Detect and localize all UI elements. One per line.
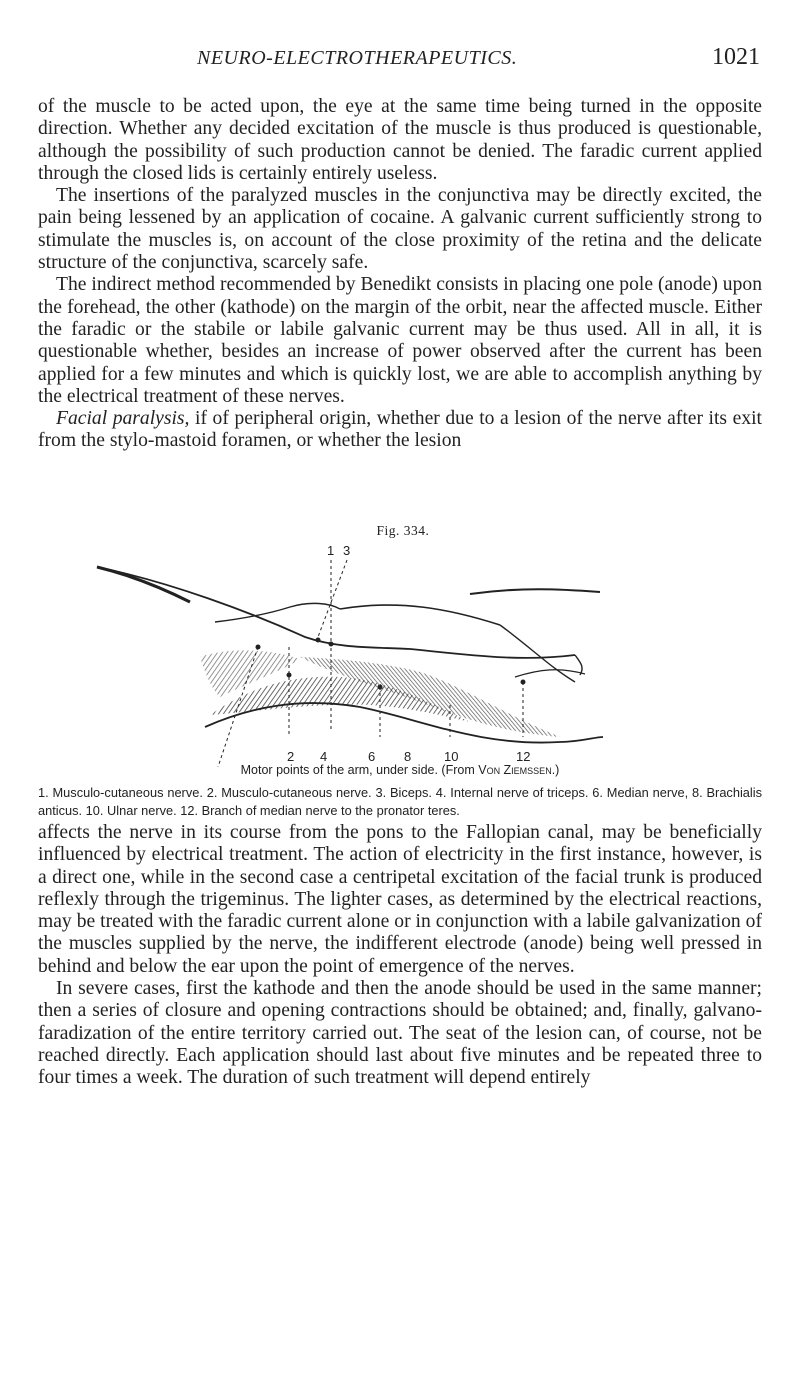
- figure-illustration: [0, 537, 800, 767]
- figure-number-10: 10: [444, 749, 459, 764]
- arm-engraving: [0, 537, 800, 767]
- arm-outline: [97, 567, 603, 743]
- figure-number-6: 6: [368, 749, 376, 764]
- figure-number-3: 3: [343, 543, 351, 558]
- figure-number-8: 8: [404, 749, 412, 764]
- figure-label: Fig. 334.: [376, 523, 430, 538]
- paragraph-text: if of peripheral origin, whether due to a lesion of the nerve after its exit from the stylo-mastoid foramen, or whether the lesion: [38, 408, 763, 452]
- paragraph: of the muscle to be acted upon, the eye at the same time being turned in the opposite direction. Whether any decided excitation of the muscle is thus produced is questionable, although the possibility of such production cannot be denied. The faradic current applied through the closed lids is certainly entirely useless.: [38, 96, 762, 184]
- figure-caption: [0, 763, 800, 777]
- paragraph-facial-paralysis: [38, 408, 762, 453]
- caption-end: ): [555, 763, 560, 777]
- caption-text: Motor points of the arm, under side. (From: [240, 763, 479, 777]
- figure-number-2: 2: [287, 749, 295, 764]
- body-text-top: [38, 96, 762, 453]
- paragraph: affects the nerve in its course from the pons to the Fallopian canal, may be beneficially influenced by electrical treatment. The action of electricity in the first instance, however, is a direct one, while in the second case a centripetal excitation of the facial trunk is produced reflexly through the trigeminus. The lighter cases, as determined by the electrical reactions, may be treated with the faradic current alone or in conjunction with a labile galvanization of the muscles supplied by the nerve, the indifferent electrode (anode) being well pressed in behind and below the ear upon the point of emergence of the nerves.: [38, 822, 762, 977]
- figure-legend: 1. Musculo-cutaneous nerve. 2. Musculo-cutaneous nerve. 3. Biceps. 4. Internal nerve of triceps. 6. Median nerve, 8. Brachialis anticus. 10. Ulnar nerve. 12. Branch of median nerve to the pronator teres.: [38, 785, 762, 818]
- figure-numbers: [287, 543, 530, 764]
- italic-lead: Facial paralysis,: [56, 408, 190, 430]
- running-header: [0, 44, 800, 77]
- figure-number-1: 1: [327, 543, 335, 558]
- caption-source: Von Ziemssen.: [478, 763, 556, 777]
- running-title: NEURO-ELECTROTHERAPEUTICS.: [197, 47, 518, 69]
- paragraph: In severe cases, first the kathode and then the anode should be used in the same manner; then a series of closure and opening contractions should be obtained; and, finally, galvano-faradization of the entire territory carried out. The seat of the lesion can, of course, not be reached directly. Each application should last about five minutes and be repeated three to four times a week. The duration of such treatment will depend entirely: [38, 978, 762, 1089]
- figure-number-12: 12: [516, 749, 531, 764]
- paragraph: The indirect method recommended by Benedikt consists in placing one pole (anode) upon the forehead, the other (kathode) on the margin of the orbit, near the affected muscle. Either the faradic or the stabile or labile galvanic current may be thus used. All in all, it is questionable whether, besides an increase of power observed after the current has been applied for a few minutes and which is quickly lost, we are able to accomplish anything by the electrical treatment of these nerves.: [38, 274, 762, 407]
- paragraph: The insertions of the paralyzed muscles in the conjunctiva may be directly excited, the pain being lessened by an application of cocaine. A galvanic current sufficiently strong to stimulate the muscles is, on account of the close proximity of the retina and the delicate structure of the conjunctiva, scarcely safe.: [38, 185, 762, 274]
- page-number: 1021: [712, 44, 760, 70]
- body-text-bottom: [38, 822, 762, 1090]
- figure-number-4: 4: [320, 749, 328, 764]
